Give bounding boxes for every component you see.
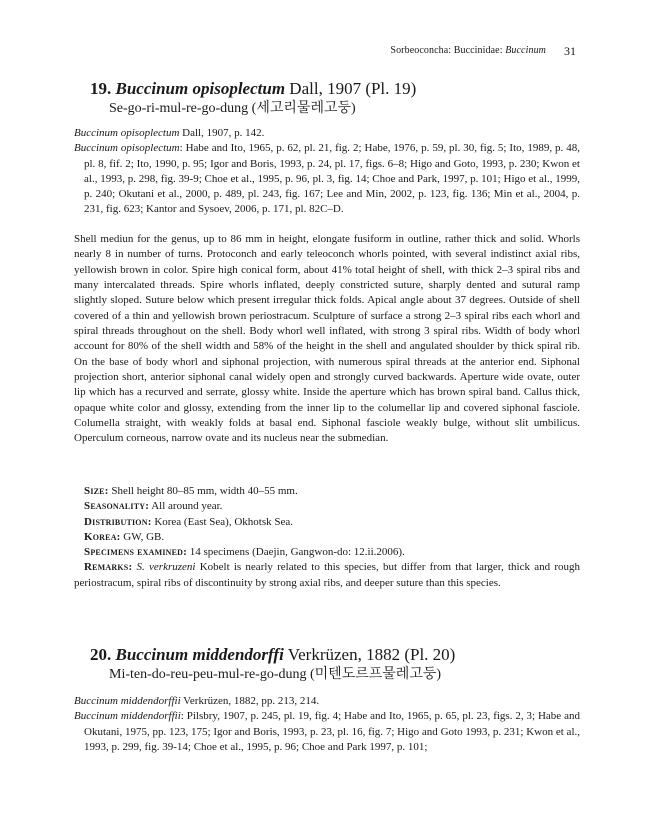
specimens-field: Specimens examined: 14 specimens (Daejin, Gangwon-do: 12.ii.2006). (84, 546, 405, 559)
reference-entry: Buccinum middendorffii: Pilsbry, 1907, p. 245, pl. 19, fig. 4; Habe and Ito, 1965, p. 65, pl. 23, figs. 2, 3; Habe and Okutani, 1975, pp. 123, 175; Igor and Boris, 1993, p. 23, pl. 16, fig. 7; Higo and Goto 1993, p. 231; Kwon et al., 1993, p. 299, fig. 39-14; Choe et al., 1995, p. 96; Choe and Park 1997, p. 101; (74, 710, 580, 753)
species-20-name: Buccinum middendorffi (115, 645, 284, 664)
species-20-korean-name: Mi-ten-do-reu-peu-mul-re-go-dung (미텐도르프물레고둥) (109, 667, 442, 682)
seasonality-field: Seasonality: All around year. (84, 500, 223, 513)
size-field: Size: Shell height 80–85 mm, width 40–55 mm. (84, 485, 298, 497)
species-20-title (90, 644, 590, 665)
reference-entry: Buccinum middendorffii Verkrüzen, 1882, pp. 213, 214. (74, 695, 320, 707)
species-19-title (90, 78, 590, 99)
page-number: 31 (564, 44, 576, 58)
species-20-references (74, 694, 580, 755)
reference-entry: Buccinum opisoplectum Dall, 1907, p. 142. (74, 127, 265, 139)
species-19-name: Buccinum opisoplectum (115, 79, 286, 98)
species-19-description: Shell mediun for the genus, up to 86 mm in height, elongate fusiform in outline, rather thick and solid. Whorls nearly 8 in number of turns. Protoconch and early teleoconch whorls pointed, with several indistinct axial ribs, yellowish brown in color. Spire high conical form, about 41% total height of shell, with thick 2–3 spiral ribs and many intercalated threads. Spire whorls inflated, deeply constricted suture, sharply dented and sutural ramp slightly sloped. Suture below which present irregular thick folds. Apical angle about 37 degrees. Outside of shell covered of a thin and yellowish brown periostracum. Sculpture of surface a strong 2–3 spiral ribs each whorl and spiral threads throughout on the shell. Body whorl well inflated, with strong 3 spiral ribs. Width of body whorl account for 80% of the shell width and 58% of the height in the shell and angulated shoulder by thick spiral rib. On the base of body whorl and siphonal projection, with numerous spiral threads at the anterior end. Siphonal projection short, anterior siphonal canal widely open and strongly curved backwards. Aperture wide ovate, outer lip which has a recurved and serrate, glossy white. Inside the aperture which has brown spiral band. Callus thick, opaque white color and glossy, extending from the inner lip to the columellar lip and covered siphonal fasciole. Columella straight, with weakly folds at basal end. Siphonal fasciole weakly bulge, without slit umbilicus. Operculum corneous, narrow ovate and its nucleus near the submedian. (74, 233, 580, 445)
korea-field: Korea: GW, GB. (84, 530, 165, 543)
distribution-field: Distribution: Korea (East Sea), Okhotsk Sea. (84, 515, 293, 528)
species-19-korean-name: Se-go-ri-mul-re-go-dung (세고리물레고둥) (109, 101, 356, 116)
species-19-references (74, 126, 580, 218)
species-20-number: 20. (90, 645, 112, 664)
species-19-heading (90, 78, 590, 119)
species-20-authority: Verkrüzen, 1882 (Pl. 20) (283, 645, 456, 664)
species-19-authority: Dall, 1907 (Pl. 19) (285, 79, 417, 98)
running-head (0, 44, 652, 60)
reference-entry: Buccinum opisoplectum: Habe and Ito, 1965, p. 62, pl. 21, fig. 2; Habe, 1976, p. 59, pl. 30, fig. 5; Ito, 1989, p. 48, pl. 8, fif. 2; Ito, 1990, p. 95; Igor and Boris, 1993, p. 24, pl. 17, figs. 6–8; Higo and Goto, 1993, p. 230; Kwon et al., 1993, p. 298, fig. 39-9; Choe et al., 1995, p. 96, pl. 3, fig. 14; Choe and Park, 1997, p. 101; Higo et al., 1999, p. 240; Okutani et al., 2000, p. 489, pl. 243, fig. 167; Lee and Min, 2002, p. 123, fig. 136; Min et al., 2004, p. 231, fig. 623; Kantor and Sysoev, 2006, p. 171, pl. 82C–D. (74, 142, 580, 216)
species-19-fields (74, 484, 580, 591)
running-head-title: Sorbeoconcha: Buccinidae: Buccinum (390, 45, 546, 56)
species-20-heading (90, 644, 590, 685)
species-19-number: 19. (90, 79, 112, 98)
remarks-field: Remarks: S. verkruzeni Kobelt is nearly related to this species, but differ from that larger, thick and rough periostracum, spiral ribs of discontinuity by strong axial ribs, and deeper suture than this species. (74, 561, 580, 589)
